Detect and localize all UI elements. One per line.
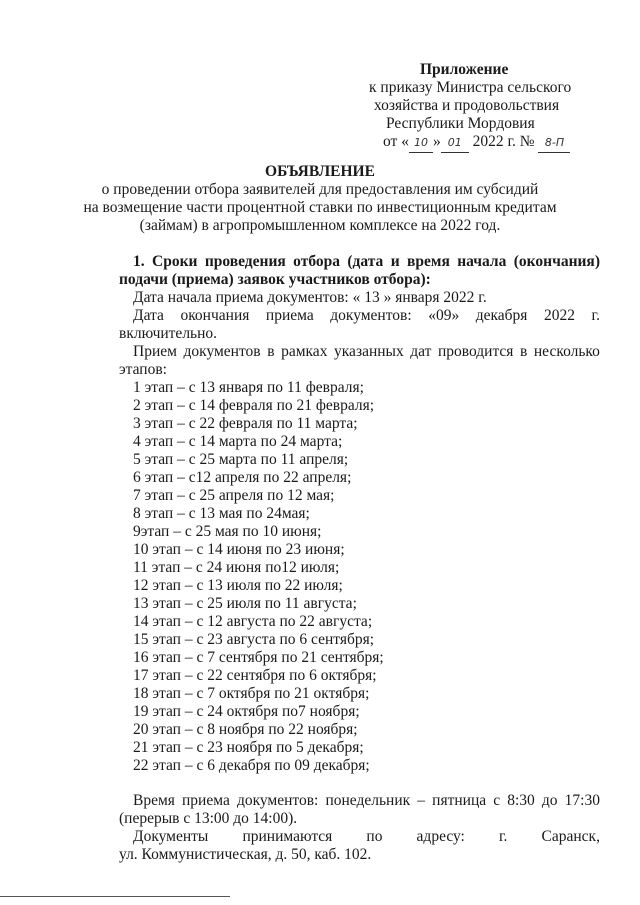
stage-item: 16 этап – с 7 сентября по 21 сентября; (133, 649, 384, 666)
heading-line-3: (займам) в агропромышленном комплексе на 2022 год. (139, 217, 501, 234)
stage-item: 11 этап – с 24 июня по12 июля; (133, 559, 340, 576)
stage-item: 19 этап – с 24 октября по7 ноября; (133, 703, 360, 720)
start-date: Дата начала приема документов: « 13 » января 2022 г. (133, 289, 487, 306)
stage-item: 17 этап – с 22 сентября по 6 октября; (133, 667, 377, 684)
stage-item: 5 этап – с 25 марта по 11 апреля; (133, 451, 349, 468)
stage-item: 22 этап – с 6 декабря по 09 декабря; (133, 757, 370, 774)
date-year: 2022 г. № (472, 133, 535, 150)
stage-item: 12 этап – с 13 июля по 22 июля; (133, 577, 343, 594)
announcement-title: ОБЪЯВЛЕНИЕ (265, 163, 375, 180)
stage-item: 21 этап – с 23 ноября по 5 декабря; (133, 739, 364, 756)
end-date: Дата окончания приема документов: «09» декабря 2022 г. (133, 307, 600, 324)
stage-item: 15 этап – с 23 августа по 6 сентября; (133, 631, 375, 648)
address: Документы принимаются по адресу: г. Саранск, (133, 828, 600, 845)
stage-item: 7 этап – с 25 апреля по 12 мая; (133, 487, 335, 504)
section-1-title: 1. Сроки проведения отбора (дата и время начала (окончания) (133, 253, 600, 270)
stage-item: 10 этап – с 14 июня по 23 июня; (133, 541, 345, 558)
stage-item: 18 этап – с 7 октября по 21 октября; (133, 685, 370, 702)
stage-item: 14 этап – с 12 августа по 22 августа; (133, 613, 373, 630)
heading-line-1: о проведении отбора заявителей для предоставления им субсидий (101, 181, 539, 198)
appendix-line-2: хозяйства и продовольствия (374, 97, 560, 114)
heading-line-2: на возмещение части процентной ставки по инвестиционным кредитам (83, 199, 557, 216)
reception-time: Время приема документов: понедельник – пятница с 8:30 до 17:30 (133, 792, 600, 809)
stage-item: 20 этап – с 8 ноября по 22 ноября; (133, 721, 358, 738)
stages-intro: Прием документов в рамках указанных дат проводится в несколько (133, 343, 600, 360)
stage-item: 4 этап – с 14 марта по 24 марта; (133, 433, 343, 450)
date-month-handwritten: 01 (441, 134, 469, 153)
stage-item: 2 этап – с 14 февраля по 21 февраля; (133, 397, 375, 414)
footer-divider (0, 896, 230, 897)
end-date-line-2: включительно. (119, 325, 218, 342)
appendix-line-1: к приказу Министра сельского (369, 79, 572, 96)
reception-time-line-2: (перерыв с 13:00 до 14:00). (119, 810, 298, 827)
stages-intro-line-2: этапов: (119, 361, 167, 378)
appendix-date-line (383, 133, 570, 153)
address-line-2: ул. Коммунистическая, д. 50, каб. 102. (119, 846, 372, 863)
section-1-title-line-2: подачи (приема) заявок участников отбора): (119, 271, 431, 288)
stage-item: 8 этап – с 13 мая по 24мая; (133, 505, 310, 522)
date-mid: » (432, 133, 441, 150)
appendix-line-3: Республики Мордовия (386, 115, 535, 132)
order-number-handwritten: 8-П (538, 134, 570, 153)
date-day-handwritten: 10 (409, 134, 433, 153)
stage-item: 6 этап – с12 апреля по 22 апреля; (133, 469, 352, 486)
stage-item: 1 этап – с 13 января по 11 февраля; (133, 379, 364, 396)
date-prefix: от « (383, 133, 409, 150)
stage-item: 13 этап – с 25 июля по 11 августа; (133, 595, 357, 612)
stage-item: 9этап – с 25 мая по 10 июня; (133, 523, 322, 540)
stage-item: 3 этап – с 22 февраля по 11 марта; (133, 415, 358, 432)
appendix-title: Приложение (420, 61, 509, 78)
